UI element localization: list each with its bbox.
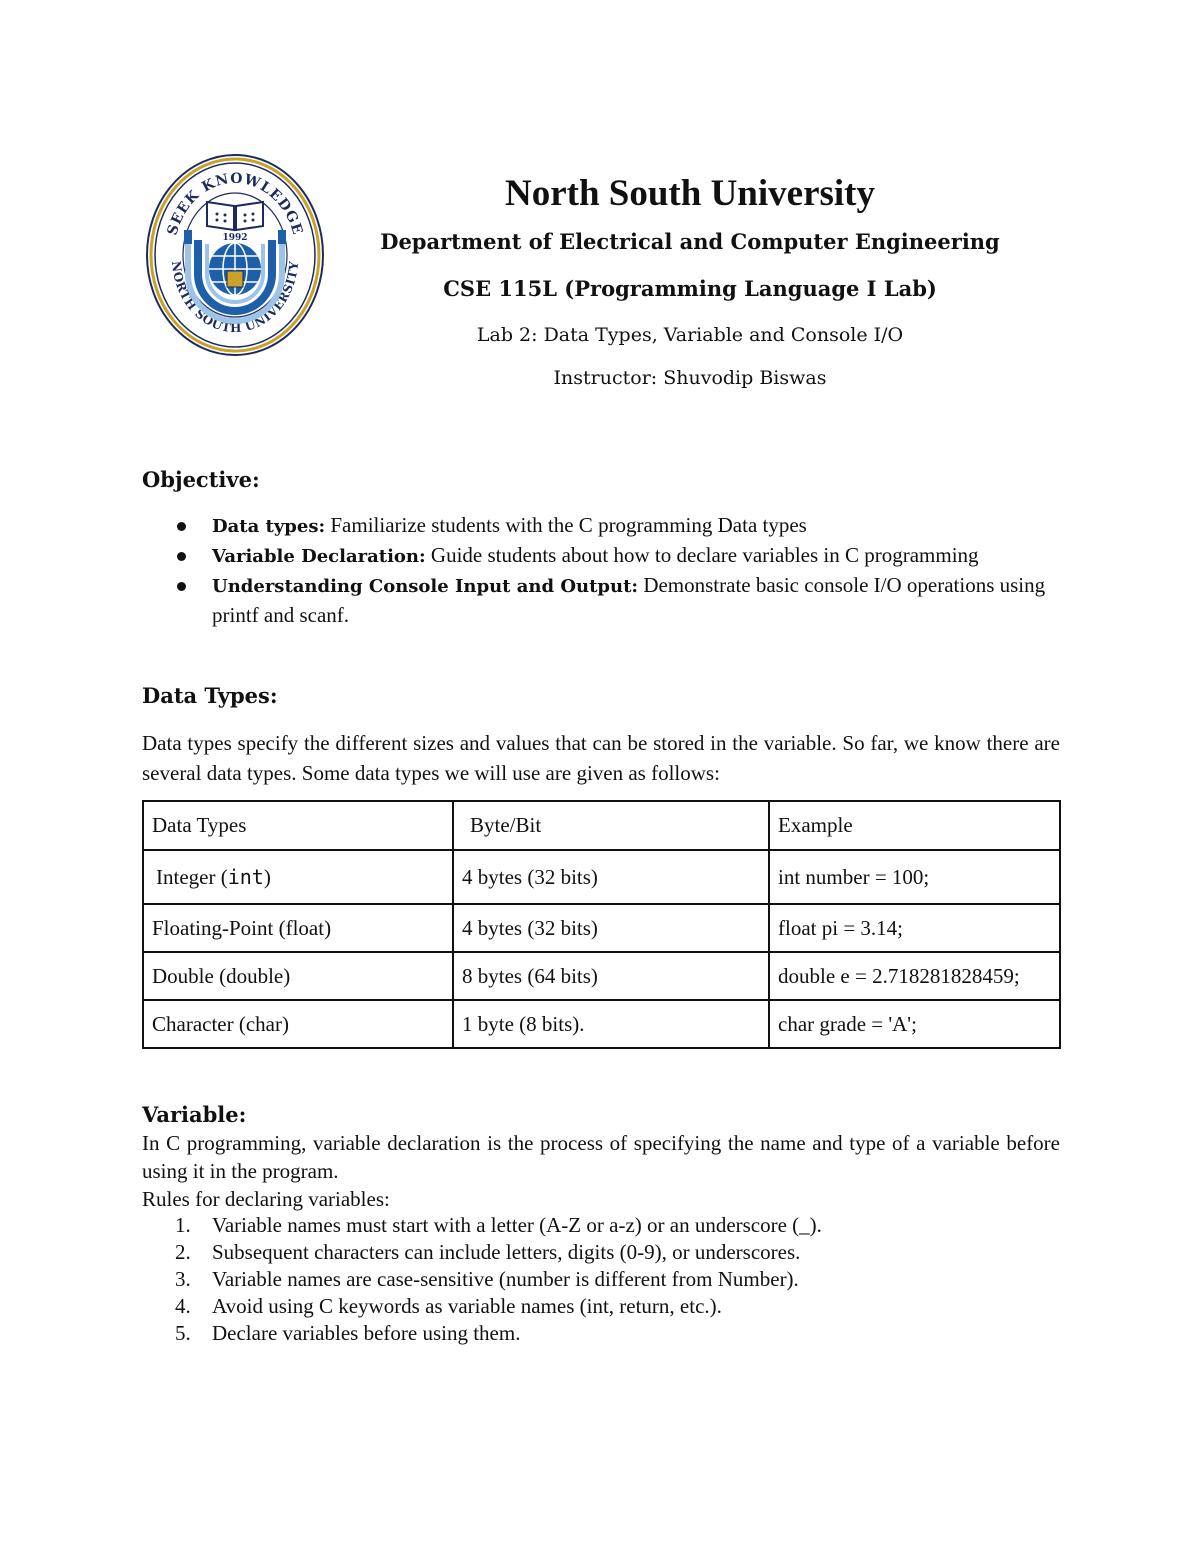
table-cell-type: Double (double) <box>143 952 453 1000</box>
table-cell-example: float pi = 3.14; <box>769 904 1060 952</box>
table-cell-type: Character (char) <box>143 1000 453 1048</box>
list-number: 5. <box>175 1321 191 1345</box>
column-header: Example <box>769 801 1060 850</box>
inline-code: int <box>227 864 264 889</box>
seal-bottom-text: NORTH SOUTH UNIVERSITY <box>168 260 302 336</box>
table-cell-type: Integer (int) <box>143 850 453 904</box>
objective-text: Demonstrate basic console I/O operations using printf and scanf. <box>212 573 1046 627</box>
data-types-paragraph: Data types specify the different sizes and values that can be stored in the variable. So far, we know there are several data types. Some data types we will use are given as follows: <box>142 731 1060 785</box>
list-item <box>142 571 1062 630</box>
table-header-row <box>143 801 1060 850</box>
bullet-icon <box>177 522 186 531</box>
variable-paragraph: In C programming, variable declaration is the process of specifying the name and type of a variable before using it in the program. <box>142 1131 1060 1183</box>
objective-heading: Objective: <box>142 467 260 492</box>
table-row <box>143 904 1060 952</box>
rule-text: Subsequent characters can include letters, digits (0-9), or underscores. <box>212 1240 801 1264</box>
table-cell-size: 1 byte (8 bits). <box>453 1000 769 1048</box>
seal-year: 1992 <box>222 233 248 243</box>
objective-term: Data types: <box>212 516 326 537</box>
lab-title: Lab 2: Data Types, Variable and Console I/O <box>476 324 904 346</box>
bullet-icon <box>177 582 186 591</box>
objective-list <box>142 511 1062 630</box>
table-cell-size: 8 bytes (64 bits) <box>453 952 769 1000</box>
rule-text: Declare variables before using them. <box>212 1321 521 1345</box>
course-title: CSE 115L (Programming Language I Lab) <box>443 276 937 301</box>
instructor-name: Instructor: Shuvodip Biswas <box>553 367 827 389</box>
column-header: Data Types <box>143 801 453 850</box>
rule-text: Avoid using C keywords as variable names (int, return, etc.). <box>212 1294 722 1318</box>
table-cell-example: int number = 100; <box>769 850 1060 904</box>
list-number: 4. <box>175 1294 191 1318</box>
data-types-table <box>142 800 1061 1049</box>
list-item <box>142 1212 1060 1239</box>
table-cell-size: 4 bytes (32 bits) <box>453 850 769 904</box>
university-seal-logo <box>146 154 324 356</box>
list-item <box>142 1266 1060 1293</box>
list-number: 1. <box>175 1213 191 1237</box>
table-cell-example: char grade = 'A'; <box>769 1000 1060 1048</box>
rules-list <box>142 1212 1060 1347</box>
table-cell-size: 4 bytes (32 bits) <box>453 904 769 952</box>
list-item <box>142 1320 1060 1347</box>
department-name: Department of Electrical and Computer Engineering <box>380 229 1000 254</box>
objective-term: Variable Declaration: <box>212 546 426 567</box>
bullet-icon <box>177 552 186 561</box>
table-cell-type: Floating-Point (float) <box>143 904 453 952</box>
list-item <box>142 511 1062 541</box>
objective-text: Guide students about how to declare variables in C programming <box>425 543 979 567</box>
table-row <box>143 850 1060 904</box>
list-item <box>142 1293 1060 1320</box>
objective-term: Understanding Console Input and Output: <box>212 576 639 597</box>
table-cell-example: double e = 2.718281828459; <box>769 952 1060 1000</box>
column-header: Byte/Bit <box>453 801 769 850</box>
list-item <box>142 1239 1060 1266</box>
list-item <box>142 541 1062 571</box>
rule-text: Variable names must start with a letter (A-Z or a-z) or an underscore (_). <box>212 1213 822 1237</box>
book-icon <box>207 202 263 230</box>
table-row <box>143 952 1060 1000</box>
list-number: 3. <box>175 1267 191 1291</box>
variable-heading: Variable: <box>142 1102 247 1127</box>
table-row <box>143 1000 1060 1048</box>
university-title: North South University <box>504 173 876 214</box>
rules-intro: Rules for declaring variables: <box>142 1187 390 1211</box>
objective-text: Familiarize students with the C programming Data types <box>325 513 807 537</box>
data-types-heading: Data Types: <box>142 683 278 708</box>
rule-text: Variable names are case-sensitive (number is different from Number). <box>212 1267 799 1291</box>
list-number: 2. <box>175 1240 191 1264</box>
seal-top-text: SEEK KNOWLEDGE <box>164 170 306 238</box>
